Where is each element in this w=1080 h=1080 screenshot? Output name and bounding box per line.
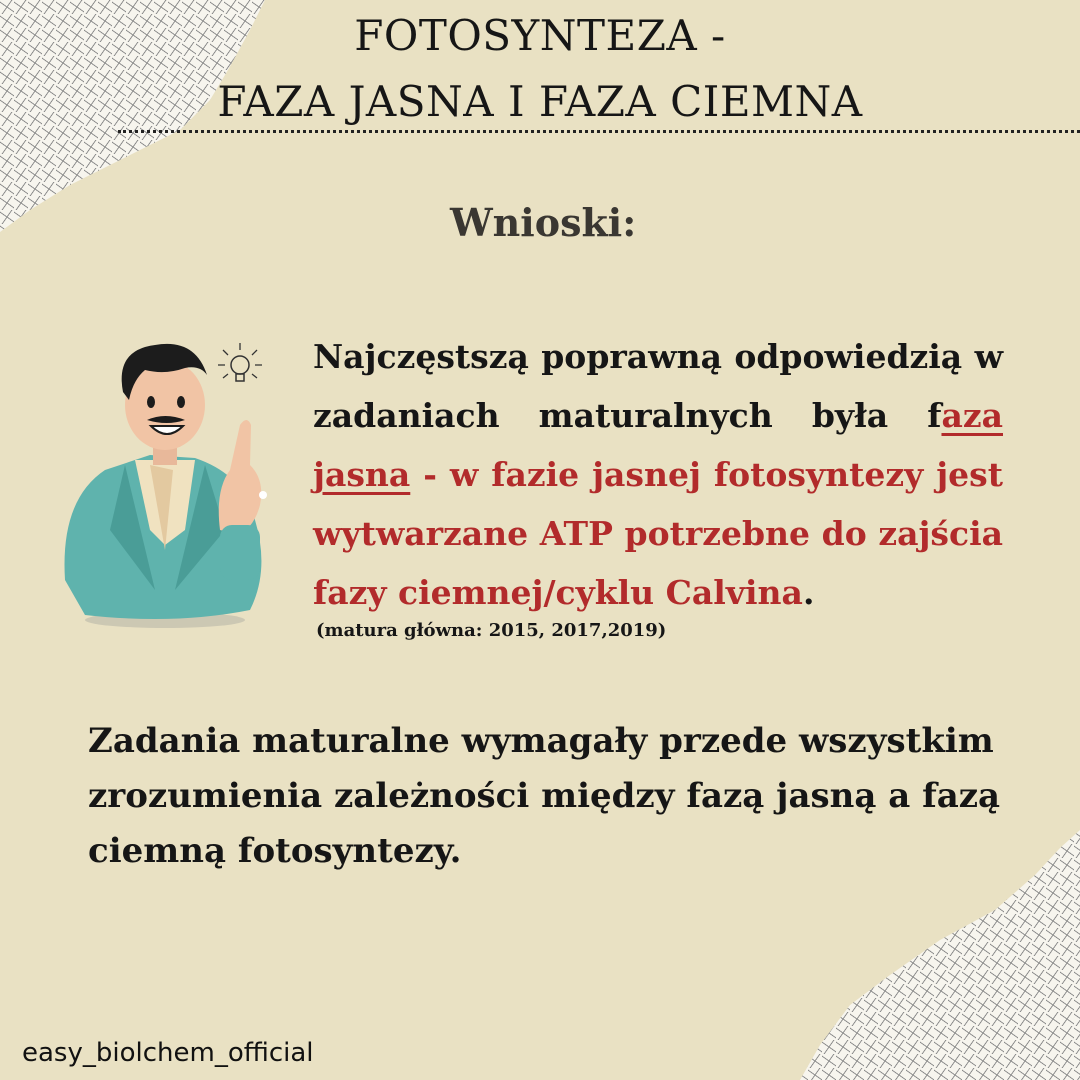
highlight-underlined-jasna: jasna — [313, 455, 411, 494]
main-text-plain: Najczęstszą poprawną odpowiedzią w zadaniach maturalnych była f — [313, 337, 1003, 435]
account-handle: easy_biolchem_official — [22, 1038, 314, 1068]
highlight-underlined-faza: aza — [941, 396, 1003, 435]
title-line-2: FAZA JASNA I FAZA CIEMNA — [217, 77, 863, 126]
summary-text: Zadania maturalne wymagały przede wszystkim zrozumienia zależności między fazą jasną a fazą ciemną fotosyntezy. — [88, 721, 1001, 871]
title-line-1: FOTOSYNTEZA - — [354, 11, 726, 60]
exam-years-note: (matura główna: 2015, 2017,2019) — [316, 620, 667, 641]
dotted-divider — [118, 130, 1080, 133]
idea-lightbulb-icon — [218, 343, 262, 381]
main-text-end: . — [802, 573, 815, 612]
section-heading: Wnioski: — [450, 200, 637, 245]
highlight-red-text: - w fazie jasnej fotosyntezy jest wytwarzane ATP potrzebne do zajścia fazy ciemnej/cyklu Calvina — [313, 455, 1003, 612]
main-conclusion-text — [313, 327, 1003, 622]
thinking-man-illustration — [55, 330, 285, 630]
